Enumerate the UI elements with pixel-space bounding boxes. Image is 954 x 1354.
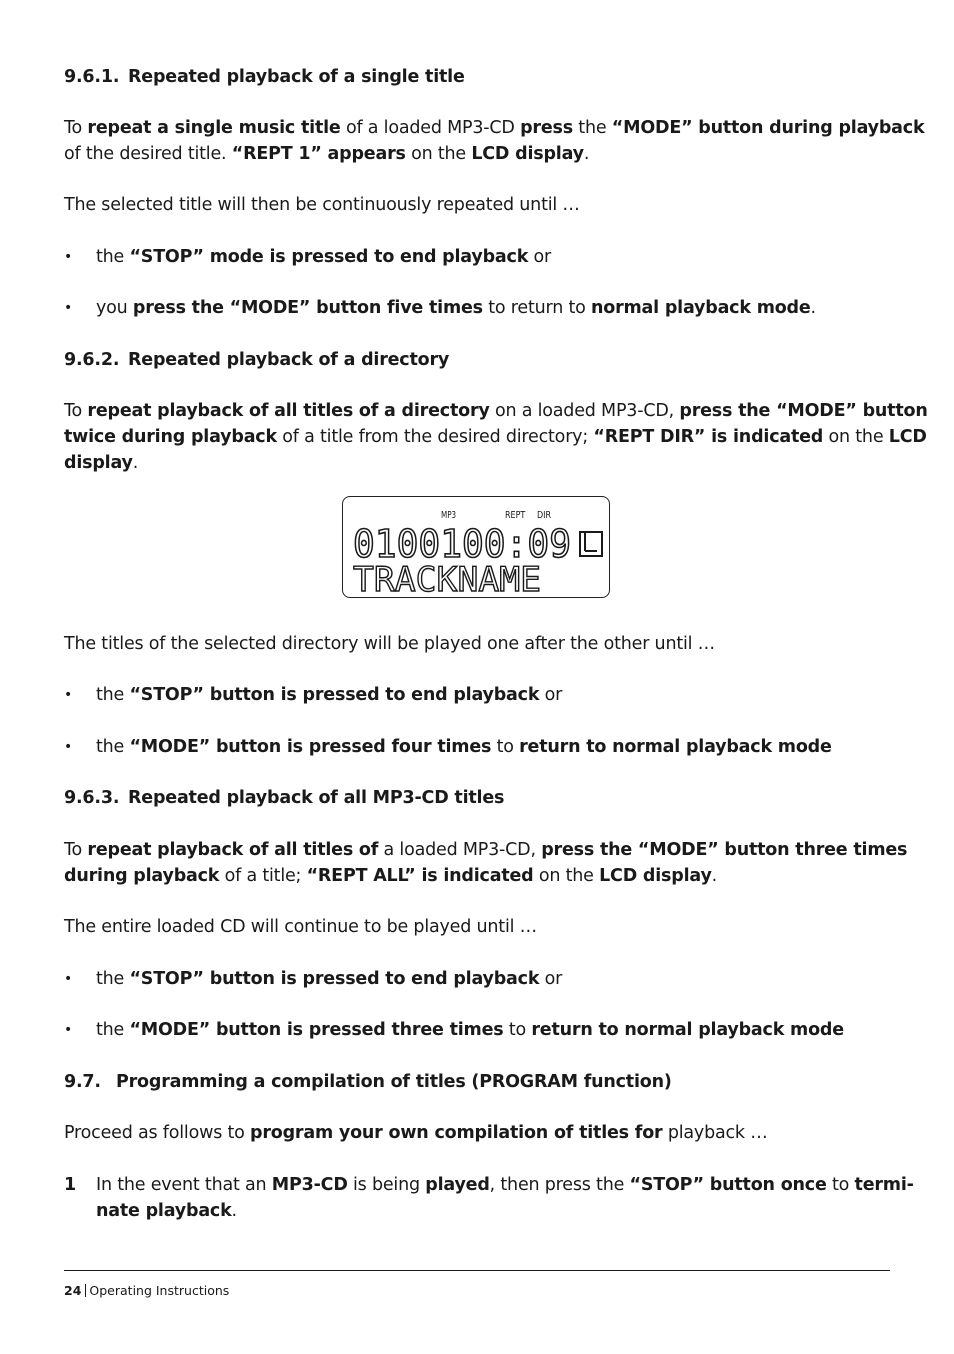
footer-label: Operating Instructions (89, 1283, 230, 1298)
heading-number: 9.6.1. (64, 67, 120, 87)
heading-title: Repeated playback of all MP3-CD titles (128, 788, 505, 808)
bullet: • (64, 1022, 73, 1038)
paragraph: during playback of a title; “REPT ALL” is indicated on the LCD display. (64, 866, 718, 886)
heading-number: 9.6.3. (64, 788, 120, 808)
heading-title: Programming a compilation of titles (PROGRAM function) (116, 1072, 672, 1092)
heading-title: Repeated playback of a directory (128, 350, 450, 370)
bullet: • (64, 687, 73, 703)
bullet: • (64, 971, 73, 987)
heading-number: 9.6.2. (64, 350, 120, 370)
lcd-display-illustration (342, 496, 610, 598)
heading-9-6-3 (64, 785, 890, 811)
heading-number: 9.7. (64, 1072, 101, 1092)
page-number: 24 (64, 1283, 82, 1298)
footer-divider (64, 1270, 890, 1271)
paragraph: The selected title will then be continuously repeated until … (64, 195, 580, 215)
bullet: • (64, 249, 73, 265)
paragraph: display. (64, 453, 139, 473)
lcd-indicator-mp3: MP3 (441, 510, 457, 522)
lcd-indicator-rept: REPT (505, 510, 526, 522)
paragraph: The entire loaded CD will continue to be played until … (64, 917, 537, 937)
paragraph: Proceed as follows to program your own compilation of titles for playback … (64, 1123, 768, 1143)
page-footer (64, 1283, 229, 1299)
lcd-svg (343, 497, 611, 599)
bullet: • (64, 739, 73, 755)
paragraph: To repeat playback of all titles of a directory on a loaded MP3-CD, press the “MODE” button (64, 401, 928, 421)
heading-title: Repeated playback of a single title (128, 67, 465, 87)
lcd-line-2: TRACKNAME (353, 560, 541, 599)
bullet: • (64, 300, 73, 316)
lcd-track-symbol (580, 532, 602, 556)
lcd-indicator-dir: DIR (537, 510, 552, 522)
paragraph: The titles of the selected directory will be played one after the other until … (64, 634, 715, 654)
heading-9-6-2 (64, 347, 890, 373)
step-number: 1 (64, 1175, 76, 1195)
paragraph: To repeat a single music title of a loaded MP3-CD press the “MODE” button during playback (64, 118, 925, 138)
heading-9-6-1 (64, 64, 890, 90)
paragraph: To repeat playback of all titles of a loaded MP3-CD, press the “MODE” button three times (64, 840, 908, 860)
paragraph: twice during playback of a title from the desired directory; “REPT DIR” is indicated on the LCD (64, 427, 927, 447)
footer-separator (85, 1284, 86, 1297)
heading-9-7 (64, 1069, 890, 1095)
paragraph: of the desired title. “REPT 1” appears on the LCD display. (64, 144, 590, 164)
lcd-line-1: 0100100:09 (353, 522, 571, 566)
